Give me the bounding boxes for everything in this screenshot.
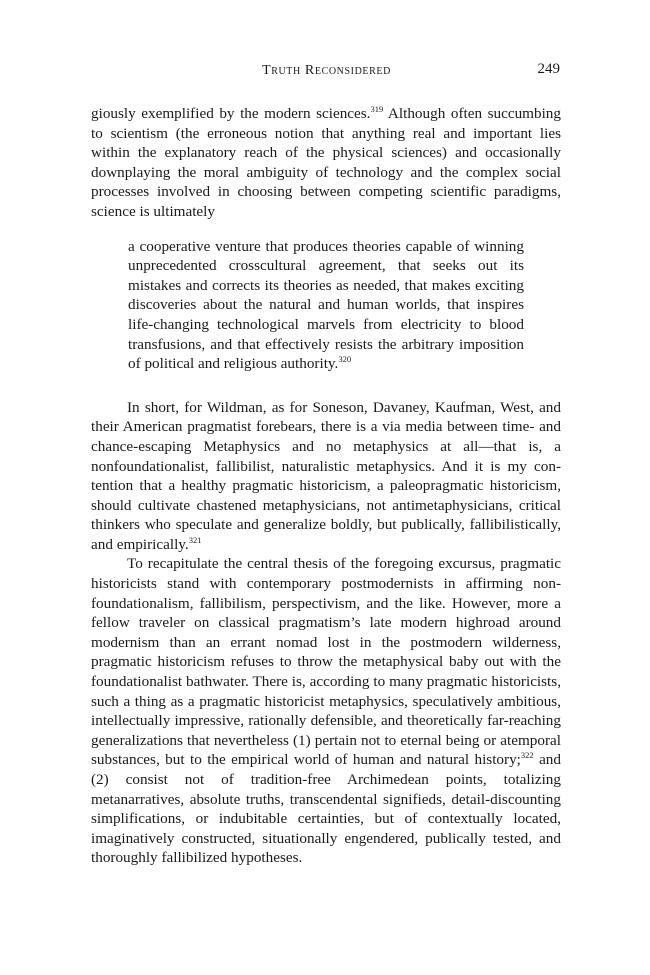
footnote-ref: 320 (338, 354, 352, 365)
paragraph-text: Although often succumbing to scientism (the erroneous notion that anything real and important lies within the explanatory reach of the physical sciences) and occasionally downplaying the moral ambiguity of technology and the complex social processes involved in choosing between competing scientific paradigms, science is ultimately (91, 105, 561, 220)
paragraph (91, 554, 561, 868)
paragraph-text: giously exemplified by the modern sciences. (91, 105, 371, 122)
running-head (93, 61, 560, 81)
block-quote (128, 237, 524, 374)
paragraph-continued (91, 104, 561, 222)
paragraph-text: and (2) consist not of tradition-free Archimedean points, totalizing metanarratives, absolute truths, transcendental signifieds, detail-discounting simplifications, or indubitable certainties, but of contextually located, imaginatively constructed, situationally engendered, publically tested, and thoroughly fallibilized hypotheses. (91, 751, 561, 867)
body-text (91, 104, 561, 868)
quote-text: a cooperative venture that produces theories capable of winning unprecedented crosscultural agreement, that seeks out its mistakes and corrects its theories as needed, that makes exciting discoveries about the natural and human worlds, that inspires life-changing technological marvels from electricity to blood transfusions, and that effectively resists the arbitrary imposition of political and religious authority. (128, 237, 524, 373)
paragraph (91, 398, 561, 555)
paragraph-text: In short, for Wildman, as for Soneson, Davaney, Kaufman, West, and their American pragmatist forebears, there is a via media between time- and chance-escaping Metaphysics and no metaphysics at all—that is, a nonfoundationalist, fallibilist, naturalistic metaphysics. And it is my contention that a healthy pragmatic historicism, a paleopragmatic historicism, should cultivate chastened metaphysicians, not antimetaphysicians, critical thinkers who speculate and generalize boldly, but publically, fallibilistically, and empirically. (91, 398, 561, 553)
footnote-ref: 319 (370, 104, 384, 114)
running-title: Truth Reconsidered (262, 63, 391, 78)
footnote-ref: 321 (188, 534, 202, 545)
paragraph-text: To recapitulate the central thesis of the foregoing excursus, pragmatic historicists stand with contemporary postmodernists in affirming nonfoundationalism, fallibilism, perspectivism, and the like. However, more a fellow traveler on classical pragmatism’s late modern highroad around modernism than an errant nomad lost in the postmodern wilderness, pragmatic historicism refuses to throw the metaphysical baby out with the foundationalist bathwater. There is, according to many pragmatic historicists, such a thing as a pragmatic historicist metaphysics, speculatively ambitious, intellectually impressive, rationally defensible, and theoretically far-reaching generalizations that nevertheless (1) pertain not to eternal being or atemporal substances, but to the empirical world of human and natural history; (91, 555, 561, 769)
footnote-ref: 322 (520, 750, 534, 761)
page-number: 249 (537, 61, 560, 77)
